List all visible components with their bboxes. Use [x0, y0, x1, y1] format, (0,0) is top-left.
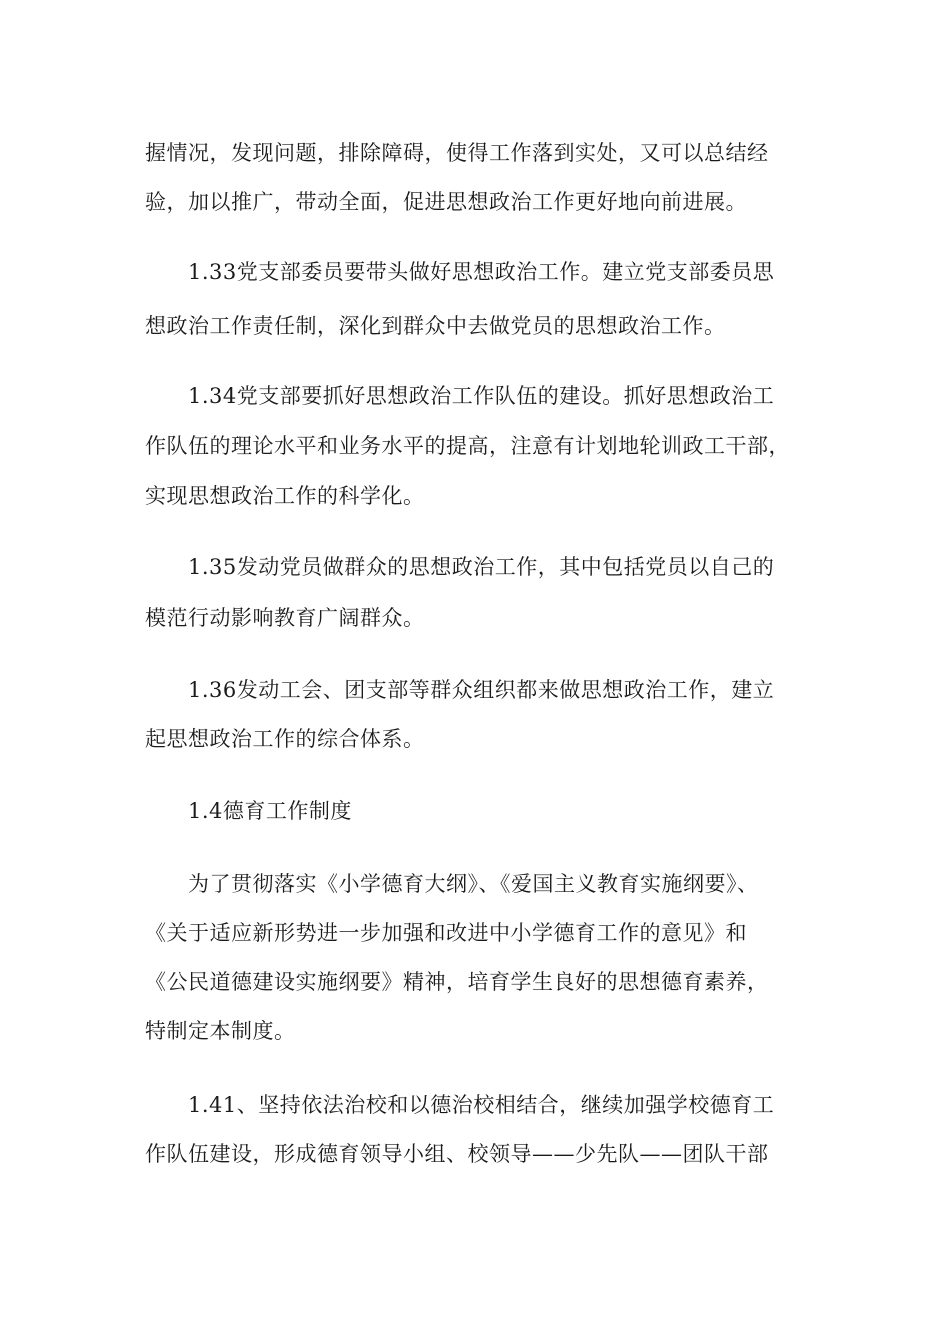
text-line: 实现思想政治工作的科学化。 [145, 484, 425, 508]
paragraph-1-33: 1.33党支部委员要带头做好思想政治工作。建立党支部委员思 [188, 260, 775, 284]
paragraph-1-34: 1.34党支部要抓好思想政治工作队伍的建设。抓好思想政治工 [188, 384, 775, 408]
paragraph-1-35: 1.35发动党员做群众的思想政治工作，其中包括党员以自己的 [188, 555, 775, 579]
text-line: 特制定本制度。 [145, 1019, 296, 1043]
text-line: 作队伍的理论水平和业务水平的提高，注意有计划地轮训政工干部， [145, 434, 790, 458]
paragraph-intro: 为了贯彻落实《小学德育大纲》、《爱国主义教育实施纲要》、 [188, 872, 759, 896]
text-line: 作队伍建设，形成德育领导小组、校领导——少先队——团队干部 [145, 1142, 769, 1166]
text-line: 验，加以推广，带动全面，促进思想政治工作更好地向前进展。 [145, 190, 747, 214]
text-line: 想政治工作责任制，深化到群众中去做党员的思想政治工作。 [145, 314, 726, 338]
paragraph-1-36: 1.36发动工会、团支部等群众组织都来做思想政治工作，建立 [188, 678, 775, 702]
text-line: 《关于适应新形势进一步加强和改进中小学德育工作的意见》和 [145, 921, 747, 945]
text-line: 模范行动影响教育广阔群众。 [145, 606, 425, 630]
text-line: 握情况，发现问题，排除障碍，使得工作落到实处，又可以总结经 [145, 141, 769, 165]
text-line: 起思想政治工作的综合体系。 [145, 727, 425, 751]
text-line: 《公民道德建设实施纲要》精神，培育学生良好的思想德育素养， [145, 970, 769, 994]
paragraph-1-41: 1.41、坚持依法治校和以德治校相结合，继续加强学校德育工 [188, 1093, 775, 1117]
section-heading-1-4: 1.4德育工作制度 [188, 799, 352, 823]
